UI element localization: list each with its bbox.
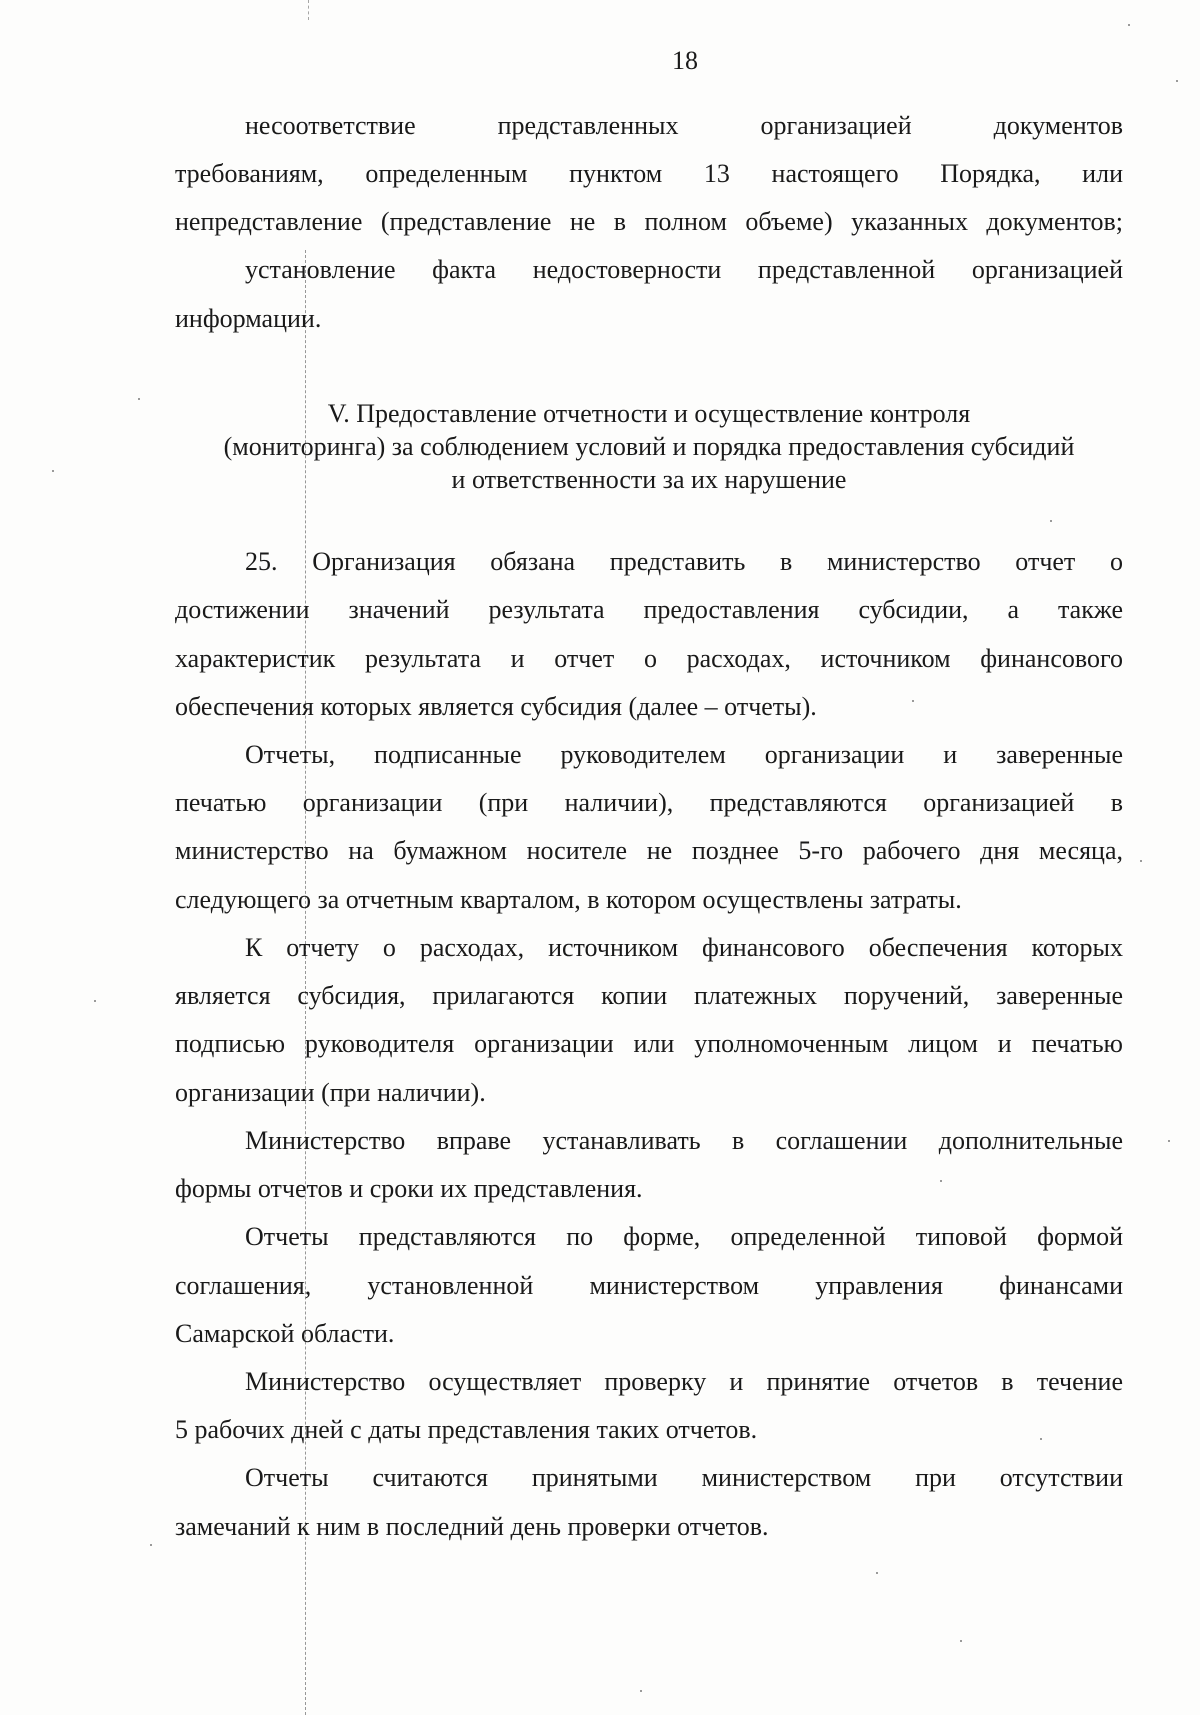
scan-speck — [1176, 80, 1178, 82]
section-heading-line: и ответственности за их нарушение — [451, 465, 847, 494]
section-heading-line: (мониторинга) за соблюдением условий и порядка предоставления субсидий — [223, 432, 1075, 461]
scan-speck — [1140, 860, 1142, 862]
text-line: достижении значений результата предоставления субсидии, а также — [175, 595, 1123, 624]
text-line: следующего за отчетным кварталом, в котором осуществлены затраты. — [175, 885, 962, 914]
scan-speck — [138, 398, 140, 400]
page-number: 18 — [672, 46, 698, 75]
scan-speck — [52, 470, 54, 472]
text-line: информации. — [175, 304, 322, 333]
text-line: Самарской области. — [175, 1319, 395, 1348]
text-line: министерство на бумажном носителе не позднее 5-го рабочего дня месяца, — [175, 836, 1123, 865]
text-line: 25. Организация обязана представить в министерство отчет о — [245, 547, 1123, 576]
scan-fold-line-top — [308, 0, 309, 20]
text-line: установление факта недостоверности представленной организацией — [245, 255, 1123, 284]
text-line: Отчеты представляются по форме, определенной типовой формой — [245, 1222, 1123, 1251]
text-line: является субсидия, прилагаются копии платежных поручений, заверенные — [175, 981, 1123, 1010]
text-line: требованиям, определенным пунктом 13 настоящего Порядка, или — [175, 159, 1123, 188]
text-line: организации (при наличии). — [175, 1078, 486, 1107]
text-line: замечаний к ним в последний день проверки отчетов. — [175, 1512, 769, 1541]
scan-speck — [94, 1000, 96, 1002]
text-line: Министерство вправе устанавливать в соглашении дополнительные — [245, 1126, 1123, 1155]
section-heading-line: V. Предоставление отчетности и осуществление контроля — [327, 399, 971, 428]
text-line: подписью руководителя организации или уполномоченным лицом и печатью — [175, 1029, 1123, 1058]
text-line: формы отчетов и сроки их представления. — [175, 1174, 643, 1203]
scan-speck — [640, 1690, 642, 1692]
text-line: несоответствие представленных организацией документов — [245, 111, 1123, 140]
scan-speck — [876, 1572, 878, 1574]
scan-speck — [1050, 520, 1052, 522]
text-line: обеспечения которых является субсидия (далее – отчеты). — [175, 692, 817, 721]
text-line: соглашения, установленной министерством управления финансами — [175, 1271, 1123, 1300]
text-line: Министерство осуществляет проверку и принятие отчетов в течение — [245, 1367, 1123, 1396]
scan-speck — [150, 1544, 152, 1546]
text-line: характеристик результата и отчет о расходах, источником финансового — [175, 644, 1123, 673]
text-line: К отчету о расходах, источником финансового обеспечения которых — [245, 933, 1123, 962]
scan-speck — [1168, 1140, 1170, 1142]
text-line: непредставление (представление не в полном объеме) указанных документов; — [175, 207, 1123, 236]
text-line: Отчеты считаются принятыми министерством при отсутствии — [245, 1463, 1123, 1492]
text-line: печатью организации (при наличии), представляются организацией в — [175, 788, 1123, 817]
scan-speck — [960, 1640, 962, 1642]
text-line: Отчеты, подписанные руководителем организации и заверенные — [245, 740, 1123, 769]
text-line: 5 рабочих дней с даты представления таких отчетов. — [175, 1415, 758, 1444]
scan-speck — [1128, 24, 1130, 26]
